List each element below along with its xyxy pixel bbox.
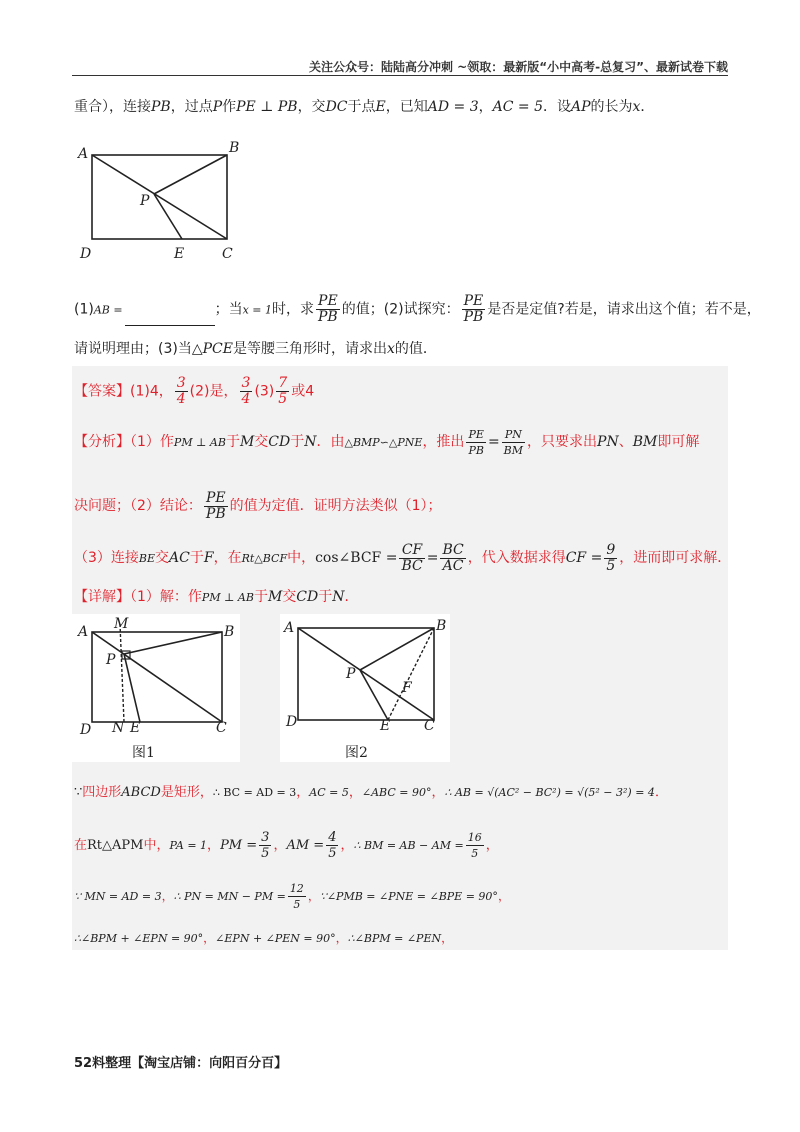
analysis-line-2: 决问题；（2）结论： $\frac{PE}{PB}$ 的值为定值．证明方法类似（1）； [74, 489, 442, 522]
fraction-pe-pb: $\frac{PE}{PB}$ [318, 293, 338, 325]
fig1-label-d: D [80, 722, 92, 738]
fraction-pe-pb-2: $\frac{PE}{PB}$ [463, 293, 484, 325]
fig2-label-c: C [424, 718, 435, 734]
detail-line-2: ∵四边形ABCD是矩形，∴ BC = AD = 3，AC = 5，∠ABC = 90°，∴ AB = √(AC² − BC²) = √(5² − 3²) = 4． [74, 785, 668, 800]
label-a: A [78, 146, 89, 162]
fig1-label-b: B [224, 624, 235, 640]
fig2-label-b: B [436, 618, 447, 634]
main-figure [72, 138, 252, 268]
fig1-label-p: P [106, 652, 116, 668]
fig1-label-e: E [130, 720, 141, 736]
fig2-label-p: P [346, 666, 356, 682]
fig2-label-a: A [284, 620, 295, 636]
label-p: P [140, 193, 150, 209]
fig1-label-n: N [112, 720, 125, 736]
figure-1 [72, 614, 240, 762]
fig2-label-d: D [286, 714, 298, 730]
page-footer: 52料整理【淘宝店铺：向阳百分百】 [74, 1056, 288, 1071]
figure-1-caption: 图1 [132, 745, 155, 761]
answer-line: 【答案】(1)4， $\frac{3}{4}$ (2)是， $\frac{3}{4}$ (3) $\frac{7}{5}$ 或4 [74, 375, 315, 407]
label-c: C [222, 246, 233, 262]
detail-tag: 【详解】 [74, 589, 130, 605]
fig1-label-c: C [216, 720, 227, 736]
label-e: E [174, 246, 185, 262]
figure-2-caption: 图2 [345, 745, 368, 761]
answer-blank [125, 325, 215, 326]
fig2-label-e: E [380, 718, 391, 734]
answer-tag: 【答案】 [74, 383, 130, 400]
fig1-label-a: A [78, 624, 89, 640]
fig1-label-m: M [114, 616, 129, 632]
label-b: B [229, 140, 240, 156]
question-line-2: 请说明理由；(3)当△PCE是等腰三角形时，请求出x的值． [74, 341, 437, 357]
page-number: 52 [74, 1056, 93, 1071]
question-line-1: (1)AB = ；当x = 1时，求 $\frac{PE}{PB}$ 的值；(2)试探究： $\frac{PE}{PB}$ 是否是定值?若是，请求出这个值；若不是， [74, 293, 761, 325]
detail-line-5: ∴∠BPM + ∠EPN = 90°，∠EPN + ∠PEN = 90°，∴∠BPM = ∠PEN， [74, 931, 454, 945]
page-header: 关注公众号：陆陆高分冲刺 ~领取：最新版“小中高考-总复习”、最新试卷下载 [309, 60, 728, 74]
figure-2 [280, 614, 450, 762]
analysis-line-1: 【分析】（1）作PM ⊥ AB于M交CD于N．由△BMP∽△PNE，推出 $\frac{PE}{PB}$ = $\frac{PN}{BM}$ ，只要求出PN、BM即可解 [74, 427, 700, 457]
detail-line-3: 在Rt△APM中，PA = 1，PM = $\frac{3}{5}$ ，AM = $\frac{4}{5}$ ，∴ BM = AB − AM = $\frac{16}{5}$ ， [74, 830, 499, 861]
detail-line-4: ∵ MN = AD = 3，∴ PN = MN − PM = $\frac{12}{5}$ ，∵∠PMB = ∠PNE = ∠BPE = 90°， [74, 882, 510, 911]
fig2-label-f: F [402, 680, 412, 696]
header-divider [72, 75, 728, 76]
label-d: D [80, 246, 92, 262]
problem-line-1: 重合），连接PB，过点P作PE ⊥ PB，交DC于点E，已知AD = 3，AC = 5．设AP的长为x． [74, 99, 655, 115]
analysis-tag: 【分析】 [74, 434, 130, 450]
detail-line-1: 【详解】（1）解：作PM ⊥ AB于M交CD于N． [74, 589, 359, 605]
analysis-line-3: （3）连接BE交AC于F，在Rt△BCF中，cos∠BCF = $\frac{CF}{BC}$ = $\frac{BC}{AC}$ ，代入数据求得CF = $\frac{9}{5}$ ，进而即可求解． [74, 541, 732, 574]
